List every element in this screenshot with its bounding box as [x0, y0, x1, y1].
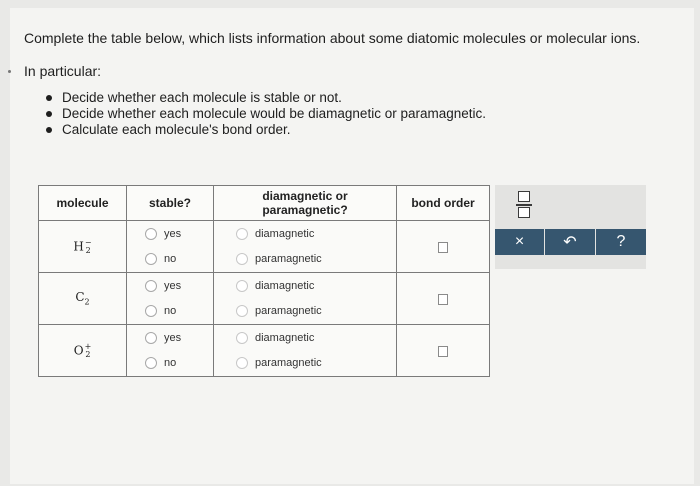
math-toolbar: [495, 185, 646, 269]
paramagnetic-option[interactable]: [214, 350, 396, 375]
magnetic-cell: [214, 273, 397, 325]
diamagnetic-label: diamagnetic: [255, 331, 315, 344]
radio-button[interactable]: [145, 332, 157, 344]
stable-cell: [127, 221, 214, 273]
radio-button[interactable]: [236, 357, 248, 369]
help-icon: ?: [616, 233, 626, 250]
stable-cell: [127, 325, 214, 377]
stable-yes-option[interactable]: [127, 221, 213, 246]
sub-heading: In particular:: [24, 63, 102, 79]
stable-cell: [127, 273, 214, 325]
diamagnetic-label: diamagnetic: [255, 279, 315, 292]
molecule-symbol: O: [73, 343, 84, 357]
radio-button[interactable]: [145, 253, 157, 265]
table-row: [39, 325, 490, 377]
magnetic-cell: [214, 221, 397, 273]
radio-button[interactable]: [236, 228, 248, 240]
diamagnetic-option[interactable]: [214, 221, 396, 246]
header-magnetic-line1: diamagnetic or: [262, 189, 348, 203]
radio-button[interactable]: [145, 280, 157, 292]
undo-button[interactable]: [545, 229, 595, 255]
radio-button[interactable]: [145, 305, 157, 317]
bond-order-cell: [397, 221, 490, 273]
molecule-cell: [39, 325, 127, 377]
molecule-table: [38, 185, 490, 377]
table-row: [39, 273, 490, 325]
instruction-item: Calculate each molecule's bond order.: [44, 122, 486, 138]
instruction-item: Decide whether each molecule would be diamagnetic or paramagnetic.: [44, 106, 486, 122]
molecule-cell: [39, 273, 127, 325]
stable-no-option[interactable]: [127, 350, 213, 375]
bond-order-input[interactable]: [438, 242, 448, 253]
stable-no-label: no: [164, 252, 177, 265]
paramagnetic-option[interactable]: [214, 298, 396, 323]
stable-no-label: no: [164, 304, 177, 317]
help-button[interactable]: [596, 229, 646, 255]
molecule-charge: +: [84, 341, 92, 351]
diamagnetic-option[interactable]: [214, 273, 396, 298]
stable-yes-label: yes: [164, 331, 182, 344]
numerator-box: [518, 191, 530, 202]
bond-order-cell: [397, 325, 490, 377]
molecule-charge: −: [84, 237, 92, 247]
diamagnetic-label: diamagnetic: [255, 227, 315, 240]
molecule-symbol: C: [75, 290, 85, 305]
paramagnetic-label: paramagnetic: [255, 252, 322, 265]
molecule-subscript: 2: [85, 349, 91, 359]
header-magnetic: [214, 186, 397, 221]
stable-no-label: no: [164, 356, 177, 369]
stable-yes-option[interactable]: [127, 273, 213, 298]
bond-order-input[interactable]: [438, 294, 448, 305]
margin-dot: [8, 70, 11, 73]
radio-button[interactable]: [145, 228, 157, 240]
close-icon: ×: [514, 233, 525, 250]
radio-button[interactable]: [236, 332, 248, 344]
instruction-list: [44, 90, 486, 138]
table-row: [39, 221, 490, 273]
header-bond-order: bond order: [397, 186, 490, 221]
header-molecule: molecule: [39, 186, 127, 221]
table-header-row: [39, 186, 490, 221]
radio-button[interactable]: [145, 357, 157, 369]
bond-order-input[interactable]: [438, 346, 448, 357]
molecule-subscript: 2: [85, 245, 91, 255]
stable-yes-option[interactable]: [127, 325, 213, 350]
paramagnetic-option[interactable]: [214, 246, 396, 271]
clear-button[interactable]: [495, 229, 544, 255]
paramagnetic-label: paramagnetic: [255, 356, 322, 369]
bond-order-cell: [397, 273, 490, 325]
radio-button[interactable]: [236, 253, 248, 265]
radio-button[interactable]: [236, 280, 248, 292]
molecule-cell: [39, 221, 127, 273]
denominator-box: [518, 207, 530, 218]
header-stable: stable?: [127, 186, 214, 221]
instruction-item: Decide whether each molecule is stable or not.: [44, 90, 486, 106]
stable-yes-label: yes: [164, 227, 182, 240]
molecule-symbol: H: [73, 239, 84, 253]
radio-button[interactable]: [236, 305, 248, 317]
diamagnetic-option[interactable]: [214, 325, 396, 350]
magnetic-cell: [214, 325, 397, 377]
fraction-bar: [516, 204, 532, 206]
undo-icon: ↶: [563, 234, 577, 251]
fraction-icon[interactable]: [516, 191, 532, 221]
header-magnetic-line2: paramagnetic?: [262, 203, 348, 217]
paramagnetic-label: paramagnetic: [255, 304, 322, 317]
stable-no-option[interactable]: [127, 298, 213, 323]
stable-yes-label: yes: [164, 279, 182, 292]
stable-no-option[interactable]: [127, 246, 213, 271]
question-prompt: Complete the table below, which lists information about some diatomic molecules or molecular ions.: [24, 30, 641, 46]
molecule-subscript: 2: [84, 297, 90, 307]
